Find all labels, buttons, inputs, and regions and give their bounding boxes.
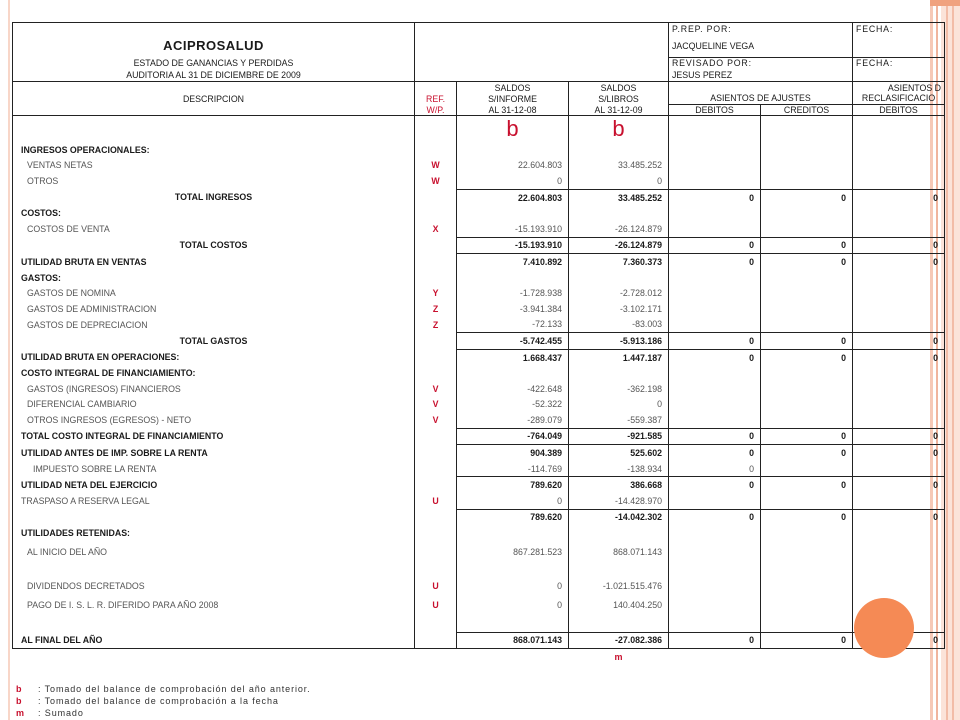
reviewed-by-name: JESUS PEREZ — [669, 69, 853, 82]
row-saldo-informe: 904.389 — [457, 445, 569, 461]
prepared-by-name: JACQUELINE VEGA — [669, 35, 853, 57]
statement-row — [13, 158, 945, 174]
row-reference — [415, 525, 457, 541]
statement-row — [13, 461, 945, 477]
row-reclas-debito — [853, 365, 945, 381]
row-saldo-informe: 867.281.523 — [457, 541, 569, 563]
income-statement-sheet — [12, 22, 944, 665]
row-reclas-debito — [853, 173, 945, 189]
row-ajuste-debito — [669, 285, 761, 301]
row-reclas-debito: 0 — [853, 237, 945, 254]
right-decorative-stripe — [952, 0, 954, 720]
row-saldo-informe — [457, 563, 569, 579]
row-saldo-informe — [457, 365, 569, 381]
row-saldo-informe: -15.193.910 — [457, 221, 569, 237]
audit-period: AUDITORIA AL 31 DE DICIEMBRE DE 2009 — [13, 69, 415, 82]
statement-row — [13, 397, 945, 413]
row-saldo-informe — [457, 616, 569, 632]
row-ajuste-debito — [669, 493, 761, 509]
row-ajuste-credito — [761, 317, 853, 333]
row-ajuste-debito: 0 — [669, 477, 761, 493]
left-decorative-stripe — [8, 0, 10, 720]
row-saldo-informe: -15.193.910 — [457, 237, 569, 254]
row-saldo-libros: -14.042.302 — [569, 509, 669, 525]
statement-row — [13, 205, 945, 221]
row-reference — [415, 616, 457, 632]
col-reclas-2: RECLASIFICACIO — [853, 93, 945, 104]
row-ajuste-debito — [669, 412, 761, 428]
col-saldos-2-sub: S/LIBROS — [569, 93, 669, 104]
row-reference — [415, 349, 457, 365]
row-ajuste-debito: 0 — [669, 349, 761, 365]
row-reclas-debito — [853, 158, 945, 174]
row-description: GASTOS: — [13, 270, 415, 286]
statement-row — [13, 333, 945, 350]
row-reference — [415, 270, 457, 286]
sum-tickmark: m — [614, 652, 623, 663]
row-reference — [415, 142, 457, 158]
statement-row — [13, 317, 945, 333]
col-debitos: DEBITOS — [669, 104, 761, 116]
decorative-circle — [854, 598, 914, 658]
row-reclas-debito — [853, 541, 945, 563]
row-saldo-informe: -5.742.455 — [457, 333, 569, 350]
row-saldo-libros: -26.124.879 — [569, 221, 669, 237]
row-ajuste-debito — [669, 317, 761, 333]
statement-row — [13, 412, 945, 428]
row-ajuste-debito: 0 — [669, 189, 761, 205]
row-reference — [415, 632, 457, 649]
reviewed-by-label: REVISADO POR: — [669, 57, 853, 69]
row-description: GASTOS DE NOMINA — [13, 285, 415, 301]
row-reclas-debito — [853, 578, 945, 594]
row-description: OTROS INGRESOS (EGRESOS) - NETO — [13, 412, 415, 428]
row-ajuste-debito — [669, 142, 761, 158]
row-description: VENTAS NETAS — [13, 158, 415, 174]
row-saldo-libros — [569, 270, 669, 286]
date-label: FECHA: — [853, 57, 945, 69]
row-description: COSTO INTEGRAL DE FINANCIAMIENTO: — [13, 365, 415, 381]
row-description — [13, 509, 415, 525]
row-saldo-libros: -3.102.171 — [569, 301, 669, 317]
row-reclas-debito — [853, 525, 945, 541]
statement-row — [13, 616, 945, 632]
row-saldo-libros — [569, 205, 669, 221]
row-reclas-debito: 0 — [853, 509, 945, 525]
row-ajuste-debito: 0 — [669, 237, 761, 254]
statement-row — [13, 221, 945, 237]
row-description: COSTOS DE VENTA — [13, 221, 415, 237]
row-reclas-debito: 0 — [853, 445, 945, 461]
row-reference — [415, 365, 457, 381]
row-ajuste-credito — [761, 594, 853, 616]
statement-row — [13, 594, 945, 616]
tickmark-legend — [16, 683, 311, 719]
row-reclas-debito: 0 — [853, 477, 945, 493]
date-label: FECHA: — [853, 23, 945, 36]
row-ajuste-debito: 0 — [669, 509, 761, 525]
statement-row — [13, 445, 945, 461]
row-saldo-informe — [457, 142, 569, 158]
row-saldo-libros: -83.003 — [569, 317, 669, 333]
row-reclas-debito: 0 — [853, 254, 945, 270]
row-reclas-debito — [853, 285, 945, 301]
row-description — [13, 563, 415, 579]
row-saldo-informe: -72.133 — [457, 317, 569, 333]
row-saldo-libros — [569, 365, 669, 381]
statement-row — [13, 428, 945, 445]
row-saldo-libros: -27.082.386 — [569, 632, 669, 649]
statement-row — [13, 563, 945, 579]
row-saldo-libros: -138.934 — [569, 461, 669, 477]
statement-row — [13, 349, 945, 365]
statement-row — [13, 142, 945, 158]
row-saldo-informe: -764.049 — [457, 428, 569, 445]
row-description: AL INICIO DEL AÑO — [13, 541, 415, 563]
row-saldo-libros — [569, 142, 669, 158]
row-ajuste-credito — [761, 525, 853, 541]
row-reclas-debito — [853, 142, 945, 158]
row-ajuste-credito — [761, 397, 853, 413]
statement-row — [13, 509, 945, 525]
row-ajuste-debito — [669, 563, 761, 579]
statement-row — [13, 477, 945, 493]
row-reclas-debito — [853, 412, 945, 428]
row-ajuste-debito — [669, 205, 761, 221]
row-saldo-informe: 7.410.892 — [457, 254, 569, 270]
row-saldo-libros — [569, 525, 669, 541]
row-ajuste-debito — [669, 158, 761, 174]
row-reclas-debito — [853, 381, 945, 397]
row-saldo-informe: -3.941.384 — [457, 301, 569, 317]
row-saldo-libros: 386.668 — [569, 477, 669, 493]
statement-row — [13, 493, 945, 509]
row-ajuste-credito: 0 — [761, 477, 853, 493]
row-ajuste-credito — [761, 301, 853, 317]
row-saldo-libros: 33.485.252 — [569, 189, 669, 205]
row-saldo-informe: 0 — [457, 594, 569, 616]
row-reference: W — [415, 158, 457, 174]
legend-text: : Sumado — [38, 708, 84, 718]
row-reference: V — [415, 381, 457, 397]
statement-row — [13, 301, 945, 317]
row-ajuste-debito: 0 — [669, 428, 761, 445]
row-ajuste-debito: 0 — [669, 632, 761, 649]
statement-row — [13, 578, 945, 594]
row-description: DIFERENCIAL CAMBIARIO — [13, 397, 415, 413]
row-ajuste-debito — [669, 173, 761, 189]
row-reference — [415, 477, 457, 493]
row-ajuste-debito — [669, 221, 761, 237]
row-ajuste-credito — [761, 412, 853, 428]
col-ajustes: ASIENTOS DE AJUSTES — [669, 93, 853, 104]
row-ajuste-credito — [761, 158, 853, 174]
row-saldo-libros: 1.447.187 — [569, 349, 669, 365]
row-ajuste-credito: 0 — [761, 254, 853, 270]
row-ajuste-debito — [669, 301, 761, 317]
row-reference: X — [415, 221, 457, 237]
row-ajuste-credito: 0 — [761, 333, 853, 350]
row-reclas-debito — [853, 221, 945, 237]
row-saldo-libros: -2.728.012 — [569, 285, 669, 301]
row-saldo-informe: 789.620 — [457, 477, 569, 493]
statement-title: ESTADO DE GANANCIAS Y PERDIDAS — [13, 57, 415, 69]
row-ajuste-debito: 0 — [669, 333, 761, 350]
row-ajuste-credito — [761, 381, 853, 397]
row-description: GASTOS DE DEPRECIACION — [13, 317, 415, 333]
legend-key: b — [16, 696, 22, 706]
row-saldo-libros: -26.124.879 — [569, 237, 669, 254]
row-reference — [415, 254, 457, 270]
row-saldo-libros: 33.485.252 — [569, 158, 669, 174]
row-reference — [415, 189, 457, 205]
row-ajuste-debito: 0 — [669, 461, 761, 477]
row-saldo-libros: 0 — [569, 173, 669, 189]
row-ajuste-credito: 0 — [761, 445, 853, 461]
row-reference: V — [415, 397, 457, 413]
row-reclas-debito: 0 — [853, 632, 945, 649]
row-ajuste-credito — [761, 205, 853, 221]
statement-row — [13, 173, 945, 189]
row-reference — [415, 237, 457, 254]
row-saldo-libros: -5.913.186 — [569, 333, 669, 350]
row-description: UTILIDADES RETENIDAS: — [13, 525, 415, 541]
row-reference — [415, 333, 457, 350]
row-saldo-informe: -289.079 — [457, 412, 569, 428]
row-description: UTILIDAD ANTES DE IMP. SOBRE LA RENTA — [13, 445, 415, 461]
row-description: TOTAL COSTO INTEGRAL DE FINANCIAMIENTO — [13, 428, 415, 445]
row-saldo-informe: 22.604.803 — [457, 158, 569, 174]
legend-entry — [16, 695, 311, 707]
row-ajuste-credito: 0 — [761, 349, 853, 365]
row-reference: Z — [415, 317, 457, 333]
tickmark-b: b — [457, 116, 569, 143]
row-description: DIVIDENDOS DECRETADOS — [13, 578, 415, 594]
row-reclas-debito: 0 — [853, 349, 945, 365]
row-description: GASTOS DE ADMINISTRACION — [13, 301, 415, 317]
row-reclas-debito — [853, 397, 945, 413]
row-saldo-libros: -362.198 — [569, 381, 669, 397]
row-reference — [415, 461, 457, 477]
row-description: IMPUESTO SOBRE LA RENTA — [13, 461, 415, 477]
row-saldo-libros: -921.585 — [569, 428, 669, 445]
row-saldo-libros: -559.387 — [569, 412, 669, 428]
row-reclas-debito: 0 — [853, 333, 945, 350]
row-saldo-libros: 0 — [569, 397, 669, 413]
row-description: UTILIDAD NETA DEL EJERCICIO — [13, 477, 415, 493]
right-decorative-stripe — [946, 0, 948, 720]
row-saldo-informe: 868.071.143 — [457, 632, 569, 649]
row-ajuste-debito — [669, 616, 761, 632]
row-saldo-libros: 140.404.250 — [569, 594, 669, 616]
top-corner-accent — [930, 0, 960, 6]
row-ajuste-debito — [669, 525, 761, 541]
prepared-by-label: P.REP. POR: — [669, 23, 853, 36]
row-saldo-informe — [457, 270, 569, 286]
row-saldo-informe: 0 — [457, 493, 569, 509]
row-reclas-debito — [853, 493, 945, 509]
col-saldos-1-date: AL 31-12-08 — [457, 104, 569, 116]
row-ajuste-debito — [669, 594, 761, 616]
statement-row — [13, 237, 945, 254]
row-reference — [415, 509, 457, 525]
row-description: INGRESOS OPERACIONALES: — [13, 142, 415, 158]
row-reference: U — [415, 578, 457, 594]
row-description — [13, 616, 415, 632]
col-saldos-2: SALDOS — [569, 82, 669, 94]
statement-row — [13, 189, 945, 205]
row-ajuste-debito: 0 — [669, 254, 761, 270]
row-ajuste-debito — [669, 365, 761, 381]
row-description: OTROS — [13, 173, 415, 189]
row-saldo-informe: -422.648 — [457, 381, 569, 397]
row-reference — [415, 563, 457, 579]
legend-entry — [16, 707, 311, 719]
row-reclas-debito — [853, 205, 945, 221]
row-ajuste-debito — [669, 381, 761, 397]
row-ajuste-credito — [761, 365, 853, 381]
row-description: TOTAL COSTOS — [13, 237, 415, 254]
legend-text: : Tomado del balance de comprobación del año anterior. — [38, 684, 311, 694]
row-reference: U — [415, 594, 457, 616]
col-creditos: CREDITOS — [761, 104, 853, 116]
row-saldo-libros: 868.071.143 — [569, 541, 669, 563]
legend-entry — [16, 683, 311, 695]
row-ajuste-debito — [669, 578, 761, 594]
row-reference: V — [415, 412, 457, 428]
row-saldo-informe: 22.604.803 — [457, 189, 569, 205]
row-saldo-informe — [457, 205, 569, 221]
row-description: TRASPASO A RESERVA LEGAL — [13, 493, 415, 509]
row-saldo-libros: -14.428.970 — [569, 493, 669, 509]
row-ajuste-credito — [761, 173, 853, 189]
row-ajuste-credito — [761, 142, 853, 158]
row-reclas-debito — [853, 563, 945, 579]
row-description: GASTOS (INGRESOS) FINANCIEROS — [13, 381, 415, 397]
row-description: TOTAL INGRESOS — [13, 189, 415, 205]
row-ajuste-debito: 0 — [669, 445, 761, 461]
row-ajuste-credito — [761, 461, 853, 477]
col-saldos-2-date: AL 31-12-09 — [569, 104, 669, 116]
row-reference: Z — [415, 301, 457, 317]
row-saldo-informe: -114.769 — [457, 461, 569, 477]
row-ajuste-credito — [761, 285, 853, 301]
row-reclas-debito: 0 — [853, 428, 945, 445]
col-wp: W/P. — [415, 104, 457, 116]
row-reclas-debito: 0 — [853, 189, 945, 205]
row-reference — [415, 541, 457, 563]
row-reclas-debito — [853, 301, 945, 317]
row-reference: Y — [415, 285, 457, 301]
row-ajuste-credito: 0 — [761, 189, 853, 205]
row-reference — [415, 428, 457, 445]
statement-row — [13, 285, 945, 301]
row-description: TOTAL GASTOS — [13, 333, 415, 350]
row-ajuste-credito: 0 — [761, 237, 853, 254]
row-saldo-libros — [569, 616, 669, 632]
row-saldo-libros: 7.360.373 — [569, 254, 669, 270]
statement-row — [13, 254, 945, 270]
row-reclas-debito — [853, 317, 945, 333]
row-reference: U — [415, 493, 457, 509]
legend-key: b — [16, 684, 22, 694]
row-reclas-debito — [853, 461, 945, 477]
statement-row — [13, 381, 945, 397]
row-reclas-debito — [853, 270, 945, 286]
row-ajuste-debito — [669, 270, 761, 286]
row-ajuste-credito — [761, 616, 853, 632]
row-saldo-libros — [569, 563, 669, 579]
row-description: UTILIDAD BRUTA EN OPERACIONES: — [13, 349, 415, 365]
statement-row — [13, 525, 945, 541]
row-description: AL FINAL DEL AÑO — [13, 632, 415, 649]
col-debitos-reclas: DEBITOS — [853, 104, 945, 116]
row-saldo-informe: 789.620 — [457, 509, 569, 525]
row-ajuste-debito — [669, 541, 761, 563]
working-paper-table — [12, 22, 945, 665]
row-ajuste-credito — [761, 563, 853, 579]
row-ajuste-credito: 0 — [761, 632, 853, 649]
statement-row — [13, 365, 945, 381]
row-description: UTILIDAD BRUTA EN VENTAS — [13, 254, 415, 270]
row-ajuste-credito — [761, 221, 853, 237]
row-saldo-libros: 525.602 — [569, 445, 669, 461]
row-saldo-informe — [457, 525, 569, 541]
statement-row — [13, 632, 945, 649]
row-ajuste-debito — [669, 397, 761, 413]
legend-key: m — [16, 708, 25, 718]
col-description: DESCRIPCION — [13, 93, 415, 104]
col-reclas-1: ASIENTOS D — [853, 82, 945, 94]
statement-row — [13, 541, 945, 563]
row-reference: W — [415, 173, 457, 189]
row-ajuste-credito: 0 — [761, 428, 853, 445]
tickmark-b: b — [569, 116, 669, 143]
legend-text: : Tomado del balance de comprobación a la fecha — [38, 696, 279, 706]
col-saldos-1-sub: S/INFORME — [457, 93, 569, 104]
col-ref: REF. — [415, 93, 457, 104]
statement-row — [13, 270, 945, 286]
row-ajuste-credito — [761, 578, 853, 594]
row-saldo-informe: 1.668.437 — [457, 349, 569, 365]
row-description: COSTOS: — [13, 205, 415, 221]
row-ajuste-credito — [761, 270, 853, 286]
row-saldo-informe: 0 — [457, 578, 569, 594]
company-name: ACIPROSALUD — [13, 35, 415, 57]
row-reference — [415, 445, 457, 461]
row-ajuste-credito — [761, 493, 853, 509]
row-ajuste-credito: 0 — [761, 509, 853, 525]
row-reference — [415, 205, 457, 221]
row-saldo-libros: -1.021.515.476 — [569, 578, 669, 594]
row-saldo-informe: -52.322 — [457, 397, 569, 413]
row-saldo-informe: -1.728.938 — [457, 285, 569, 301]
row-description: PAGO DE I. S. L. R. DIFERIDO PARA AÑO 2008 — [13, 594, 415, 616]
row-ajuste-credito — [761, 541, 853, 563]
col-saldos-1: SALDOS — [457, 82, 569, 94]
row-saldo-informe: 0 — [457, 173, 569, 189]
